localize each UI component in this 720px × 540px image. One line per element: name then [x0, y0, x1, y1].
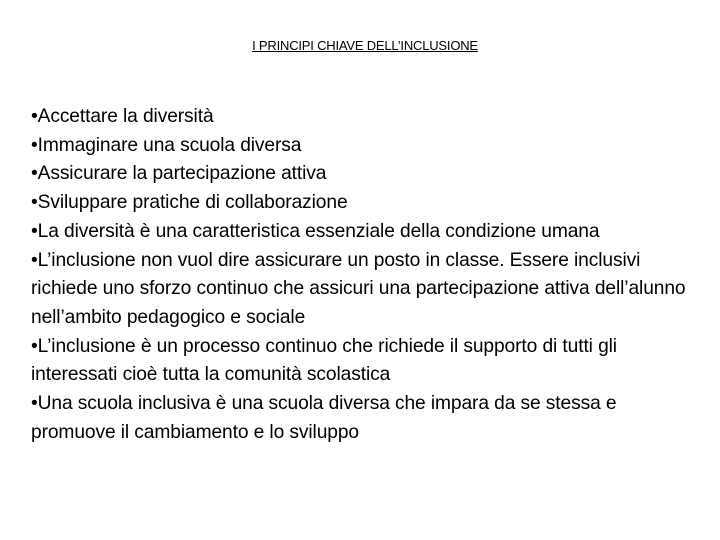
bullet-text: L’inclusione è un processo continuo che richiede il supporto di tutti gli interessati cioè tutta la comunità scolastica [31, 335, 617, 386]
bullet-text: Sviluppare pratiche di collaborazione [37, 192, 348, 214]
bullet-item [31, 132, 706, 161]
bullet-mark: • [31, 220, 38, 242]
bullet-list [31, 103, 706, 447]
bullet-item [31, 160, 706, 189]
bullet-item [31, 218, 706, 247]
bullet-mark: • [31, 134, 38, 156]
bullet-item [31, 333, 706, 390]
bullet-text: Immaginare una scuola diversa [37, 134, 302, 156]
bullet-mark: • [31, 335, 38, 357]
bullet-text: Accettare la diversità [37, 106, 214, 127]
bullet-text: L’inclusione non vuol dire assicurare un posto in classe. Essere inclusivi richiede uno sforzo continuo che assicuri una partecipazione attiva dell’alunno nell’ambito pedagogico e sociale [31, 249, 686, 328]
bullet-text: Una scuola inclusiva è una scuola diversa che impara da se stessa e promuove il cambiamento e lo sviluppo [31, 393, 617, 443]
bullet-item [31, 390, 706, 447]
bullet-item [31, 189, 706, 218]
slide-title: I PRINCIPI CHIAVE DELL’INCLUSIONE [252, 38, 478, 53]
bullet-mark: • [31, 249, 38, 271]
bullet-item [31, 247, 706, 333]
bullet-item [31, 103, 706, 132]
bullet-text: Assicurare la partecipazione attiva [37, 163, 327, 185]
bullet-mark: • [31, 106, 38, 127]
bullet-text: La diversità è una caratteristica essenziale della condizione umana [37, 220, 600, 242]
bullet-mark: • [31, 393, 38, 415]
bullet-mark: • [31, 192, 38, 214]
bullet-mark: • [31, 163, 38, 185]
